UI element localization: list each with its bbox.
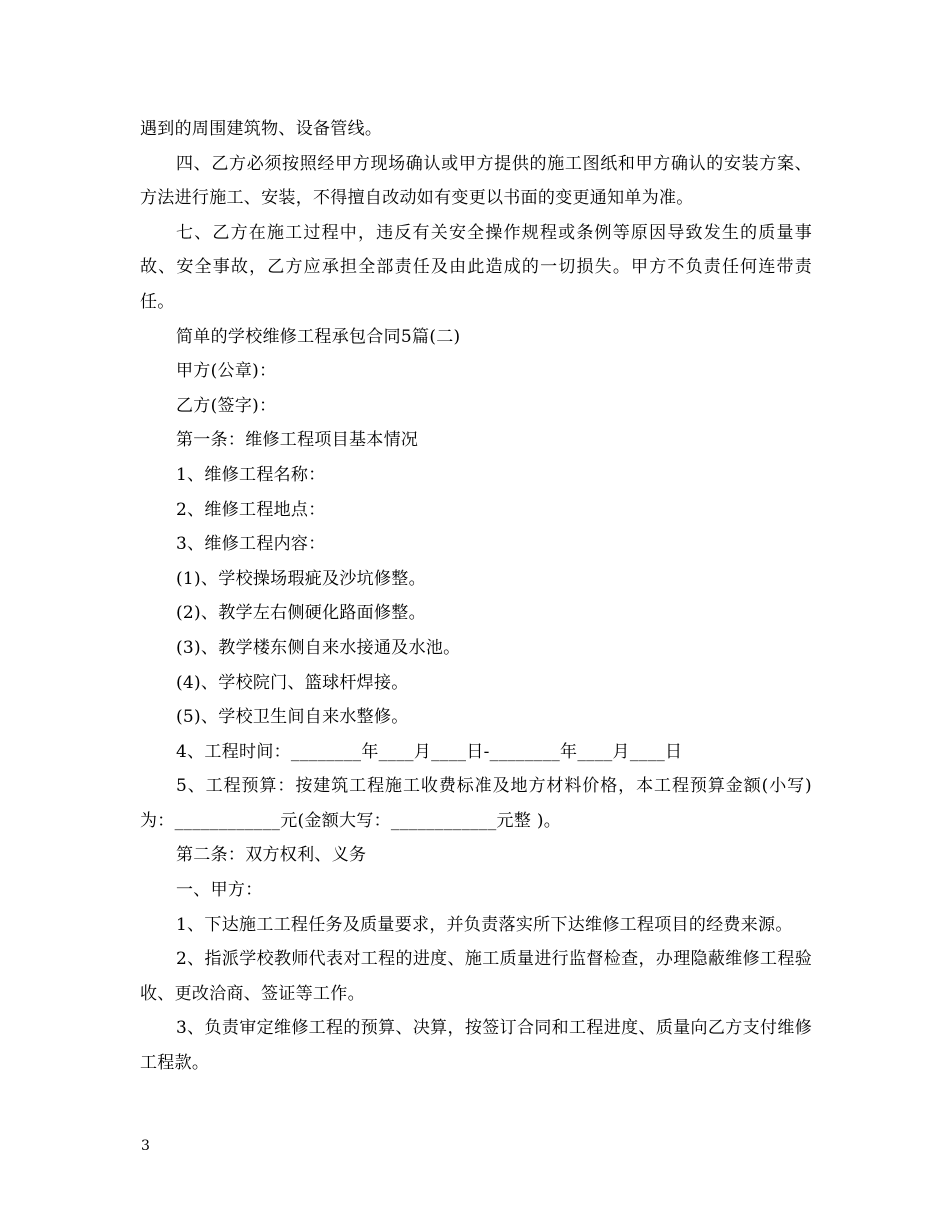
article-two-heading: 第二条：双方权利、义务	[176, 845, 367, 866]
party-a-duty: 3、负责审定维修工程的预算、决算，按签订合同和工程进度、质量向乙方支付维修工程款。	[140, 1018, 812, 1074]
content-item: (3)、教学楼东侧自来水接通及水池。	[176, 637, 461, 658]
party-a-duty: 2、指派学校教师代表对工程的进度、施工质量进行监督检查，办理隐蔽维修工程验收、更改洽商、签证等工作。	[140, 949, 812, 1004]
document-body	[140, 112, 812, 1081]
article-one-heading: 第一条：维修工程项目基本情况	[176, 430, 419, 451]
party-a-line: 甲方(公章)：	[176, 361, 277, 382]
content-item: (5)、学校卫生间自来水整修。	[176, 707, 409, 728]
project-budget-line: 5、工程预算：按建筑工程施工收费标准及地方材料价格，本工程预算金额(小写)为：____________元(金额大写：____________元整 )。	[140, 776, 812, 831]
paragraph-clause-four: 四、乙方必须按照经甲方现场确认或甲方提供的施工图纸和甲方确认的安装方案、方法进行施工、安装，不得擅自改动如有变更以书面的变更通知单为准。	[140, 153, 812, 209]
paragraph-continuation: 遇到的周围建筑物、设备管线。	[140, 119, 383, 139]
page-number: 3	[141, 1138, 150, 1154]
project-content-line: 3、维修工程内容：	[176, 534, 326, 555]
party-a-duty: 1、下达施工工程任务及质量要求，并负责落实所下达维修工程项目的经费来源。	[176, 914, 793, 935]
project-location-line: 2、维修工程地点：	[176, 499, 326, 520]
project-time-line: 4、工程时间：________年____月____日-________年____月____日	[176, 741, 683, 762]
section-heading: 简单的学校维修工程承包合同5篇(二)	[176, 326, 461, 347]
project-name-line: 1、维修工程名称：	[176, 464, 326, 485]
content-item: (2)、教学左右侧硬化路面修整。	[176, 603, 426, 624]
party-b-line: 乙方(签字)：	[176, 395, 277, 416]
content-item: (1)、学校操场瑕疵及沙坑修整。	[176, 568, 426, 589]
content-item: (4)、学校院门、篮球杆焊接。	[176, 672, 409, 693]
paragraph-clause-seven: 七、乙方在施工过程中，违反有关安全操作规程或条例等原因导致发生的质量事故、安全事故，乙方应承担全部责任及由此造成的一切损失。甲方不负责任何连带责任。	[140, 222, 812, 312]
party-a-heading: 一、甲方：	[176, 880, 263, 901]
